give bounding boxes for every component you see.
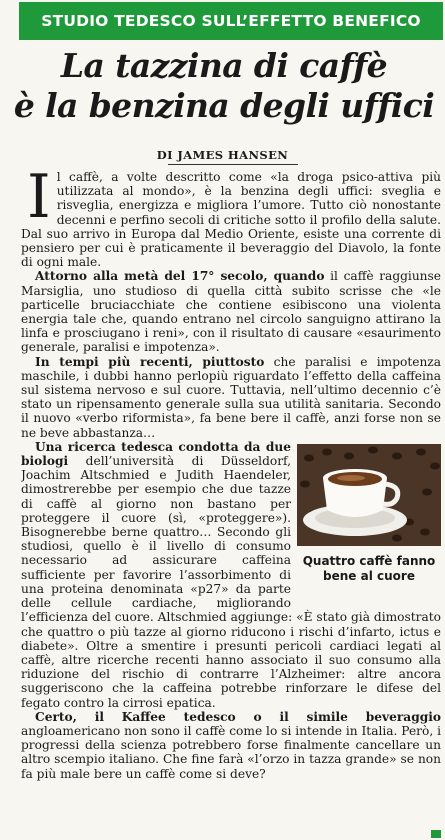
paragraph-5 xyxy=(21,710,441,781)
headline-line-1: La tazzina di caffè xyxy=(60,46,388,85)
headline-line-2: è la benzina degli uffici xyxy=(13,86,435,125)
kicker-text: STUDIO TEDESCO SULL’EFFETTO BENEFICO xyxy=(41,12,421,30)
paragraph-3 xyxy=(21,355,441,440)
drop-cap: I xyxy=(27,170,51,232)
article-body xyxy=(21,170,441,835)
paragraph-4-lead: Una ricerca tedesca condotta da due biologi xyxy=(21,439,291,469)
paragraph-2 xyxy=(21,269,441,354)
photo-caption: Quattro caffè fanno bene al cuore xyxy=(302,553,436,583)
paragraph-1-text: l caffè, a volte descritto come «la droga psico-attiva più utilizzata al mondo», è la benzina degli uffici: sveglia e risveglia, energizza e migliora l’umore. Tutto ciò nonostante decenni e perfino secoli di critiche sotto il profilo della salute. Dal suo arrivo in Europa dal Medio Oriente, esiste una corrente di pensiero per cui è praticamente il beveraggio del Diavolo, la fonte di ogni male. xyxy=(21,170,441,270)
coffee-cup-icon xyxy=(297,444,441,546)
paragraph-5-text: angloamericano non sono il caffè come lo si intende in Italia. Però, i progressi della scienza potrebbero forse finalmente cancellare un altro scempio italiano. Che fine farà «l’orzo in tazza grande» se non fa più male bere un caffè come si deve? xyxy=(21,723,441,781)
coffee-cup-photo xyxy=(297,444,441,546)
paragraph-1 xyxy=(21,170,441,269)
paragraph-3-lead: In tempi più recenti, piuttosto xyxy=(35,354,265,369)
headline xyxy=(10,46,438,126)
paragraph-4-text: dell’università di Düsseldorf, Joachim Altschmied e Judith Haendeler, dimostrerebbe per esempio che due tazze di caffè al giorno non bastano per proteggere il cuore (sì, «proteggere»). Bisognerebbe berne quattro… Secondo gli studiosi, quello è il livello di consumo necessario ad assicurare caffeina sufficiente per favorire l’assorbimento di una proteina denominata «p27» da parte delle cellule cardiache, migliorando l’efficienza del cuore. Altschmied aggiunge: «È stato già dimostrato che quattro o più tazze al giorno riducono i rischi d’infarto, ictus e diabete». Oltre a smentire i presunti pericoli cardiaci legati al caffè, altre ricerche recenti hanno associato il suo consumo alla riduzione del rischio di contrarre l’Alzheimer: altre ancora suggeriscono che la caffeina potrebbe rinforzare le difese del fegato contro la cirrosi epatica. xyxy=(21,454,441,710)
paragraph-2-lead: Attorno alla metà del 17° secolo, quando xyxy=(35,269,325,284)
kicker-banner xyxy=(19,2,443,40)
paragraph-2-text: il caffè raggiunse Marsiglia, uno studioso di quella città subito scrisse che «le particelle bruciacchiate che contiene esibiscono una violenta energia tale che, quando entrano nel circolo sanguigno attirano la linfa e prosciugano i reni», con il risultato di causare «esaurimento generale, paralisi e impotenza». xyxy=(21,269,441,355)
paragraph-3-text: che paralisi e impotenza maschile, i dubbi hanno perlopiù riguardato l’effetto della caffeina sul sistema nervoso e sul cuore. Tuttavia, nell’ultimo decennio c’è stato un ripensamento generale sulla sua utilità sanitaria. Secondo il nuovo «verbo riformista», fa bene bere il caffè, anzi forse non se ne beve abbastanza… xyxy=(21,354,441,440)
end-mark xyxy=(431,830,441,838)
paragraph-5-lead: Certo, il Kaffee tedesco o il simile beveraggio xyxy=(35,709,441,724)
photo-box xyxy=(297,444,441,596)
byline-rule xyxy=(168,164,298,165)
byline: DI JAMES HANSEN xyxy=(156,148,289,162)
